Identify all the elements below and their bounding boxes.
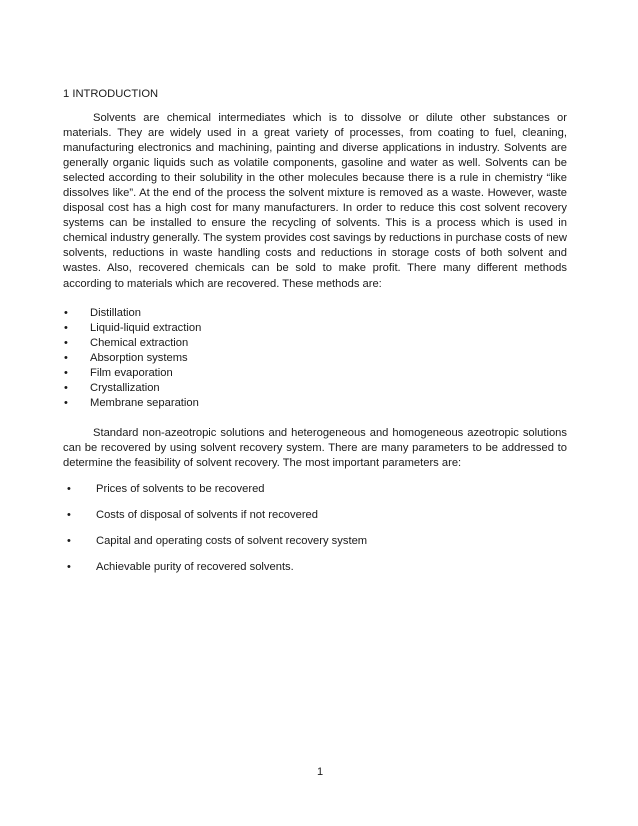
bullet-icon: • (64, 381, 68, 394)
list-item-text: Liquid-liquid extraction (90, 321, 202, 334)
bullet-icon: • (64, 366, 68, 379)
list-item (63, 560, 567, 575)
intro-paragraph: Solvents are chemical intermediates which is to dissolve or dilute other substances or materials. They are widely used in a great variety of processes, from coating to fuel, cleaning, manufacturing electronics and machining, painting and diverse applications in industry. Solvents are generally organic liquids such as volatile components, gasoline and water as well. Solvents can be selected according to their solubility in the other molecules because there is a rule in chemistry “like dissolves like”. At the end of the process the solvent mixture is removed as a waste. However, waste disposal cost has a high cost for many manufacturers. In order to reduce this cost solvent recovery systems can be installed to ensure the recycling of solvents. This is a process which is used in chemical industry generally. The system provides cost savings by reductions in purchase costs of new solvents, reductions in waste handling costs and reductions in storage costs of both solvent and wastes. Also, recovered chemicals can be sold to make profit. There many different methods according to materials which are recovered. These methods are: (63, 112, 567, 290)
list-item (63, 321, 567, 336)
bullet-icon: • (67, 561, 71, 574)
list-item-text: Crystallization (90, 381, 160, 394)
page-number-text: 1 (316, 766, 324, 778)
bullet-icon: • (67, 483, 71, 496)
list-item (63, 366, 567, 381)
list-item-text: Film evaporation (90, 366, 173, 379)
list-item (63, 396, 567, 411)
list-item-text: Achievable purity of recovered solvents. (96, 561, 294, 574)
list-item-text: Absorption systems (90, 351, 188, 364)
list-item (63, 351, 567, 366)
list-item (63, 381, 567, 396)
list-item-text: Prices of solvents to be recovered (96, 483, 265, 496)
list-item-text: Membrane separation (90, 396, 199, 409)
bullet-icon: • (67, 535, 71, 548)
parameters-list (63, 482, 567, 575)
list-item (63, 336, 567, 351)
methods-list (63, 306, 567, 411)
bullet-icon: • (64, 321, 68, 334)
parameters-paragraph: Standard non-azeotropic solutions and heterogeneous and homogeneous azeotropic solutions can be recovered by using solvent recovery system. There are many parameters to be addressed to determine the feasibility of solvent recovery. The most important parameters are: (63, 426, 567, 469)
page-number (0, 766, 638, 778)
section-heading: 1 INTRODUCTION (63, 88, 159, 100)
list-item-text: Capital and operating costs of solvent recovery system (96, 535, 368, 548)
list-item-text: Distillation (90, 306, 141, 319)
list-item (63, 508, 567, 523)
list-item (63, 534, 567, 549)
bullet-icon: • (64, 351, 68, 364)
bullet-icon: • (64, 396, 68, 409)
page-content (63, 87, 567, 586)
list-item (63, 482, 567, 497)
list-item-text: Chemical extraction (90, 336, 189, 349)
list-item (63, 306, 567, 321)
list-item-text: Costs of disposal of solvents if not recovered (96, 509, 318, 522)
bullet-icon: • (67, 509, 71, 522)
bullet-icon: • (64, 336, 68, 349)
bullet-icon: • (64, 306, 68, 319)
